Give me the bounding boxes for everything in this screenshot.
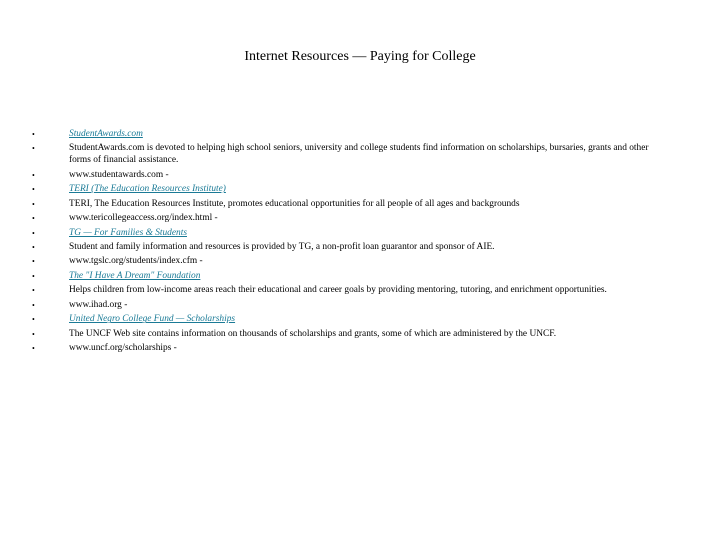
bullet-icon: • (32, 242, 35, 252)
list-item[interactable] (0, 184, 720, 196)
page-title: Internet Resources — Paying for College (244, 49, 476, 64)
bullet-icon: • (32, 257, 35, 267)
item-description: StudentAwards.com is devoted to helping high school seniors, university and college students find information on scholarships, bursaries, grants and other forms of financial assistance. (69, 143, 649, 166)
item-description: The UNCF Web site contains information on thousands of scholarships and grants, some of which are administered by the UNCF. (69, 328, 557, 339)
bullet-icon: • (32, 329, 35, 339)
bullet-icon: • (32, 271, 35, 281)
teri-link[interactable]: TERI (The Education Resources Institute) (69, 184, 226, 195)
list-item (0, 170, 720, 182)
bullet-icon: • (32, 315, 35, 325)
bullet-icon: • (32, 130, 35, 139)
list-item (0, 256, 720, 268)
list-item (0, 329, 720, 341)
list-item (0, 213, 720, 225)
item-url: www.uncf.org/scholarships - (69, 343, 177, 354)
bullet-icon: • (32, 300, 35, 310)
bullet-icon: • (32, 170, 35, 180)
list-item (0, 343, 720, 355)
studentawards-link[interactable]: StudentAwards.com (69, 129, 143, 139)
bullet-icon: • (32, 344, 35, 354)
ihad-link[interactable]: The "I Have A Dream" Foundation (69, 270, 201, 281)
item-url: www.tericollegeaccess.org/index.html - (69, 213, 218, 224)
bullet-icon: • (32, 214, 35, 224)
list-item (0, 199, 720, 211)
bullet-icon: • (32, 286, 35, 296)
bullet-icon: • (32, 228, 35, 238)
item-description: Student and family information and resources is provided by TG, a non-profit loan guarantor and sponsor of AIE. (69, 241, 495, 252)
list-item (0, 285, 720, 297)
bullet-icon: • (32, 185, 35, 195)
list-item (0, 242, 720, 254)
list-item[interactable] (0, 314, 720, 326)
list-item[interactable] (0, 271, 720, 283)
bullet-icon: • (32, 199, 35, 209)
bullet-icon: • (32, 144, 35, 154)
list-item[interactable] (0, 129, 720, 141)
item-description: TERI, The Education Resources Institute, promotes educational opportunities for all people of all ages and backgrounds (69, 198, 520, 209)
resource-list (0, 129, 720, 358)
item-url: www.tgslc.org/students/index.cfm - (69, 256, 203, 267)
list-item (0, 143, 720, 166)
item-url: www.ihad.org - (69, 299, 128, 310)
item-url: www.studentawards.com - (69, 169, 169, 180)
list-item[interactable] (0, 228, 720, 240)
item-description: Helps children from low-income areas reach their educational and career goals by providing mentoring, tutoring, and enrichment opportunities. (69, 285, 607, 296)
list-item (0, 300, 720, 312)
tg-link[interactable]: TG — For Families & Students (69, 227, 187, 238)
uncf-link[interactable]: United Negro College Fund — Scholarships (69, 314, 236, 325)
